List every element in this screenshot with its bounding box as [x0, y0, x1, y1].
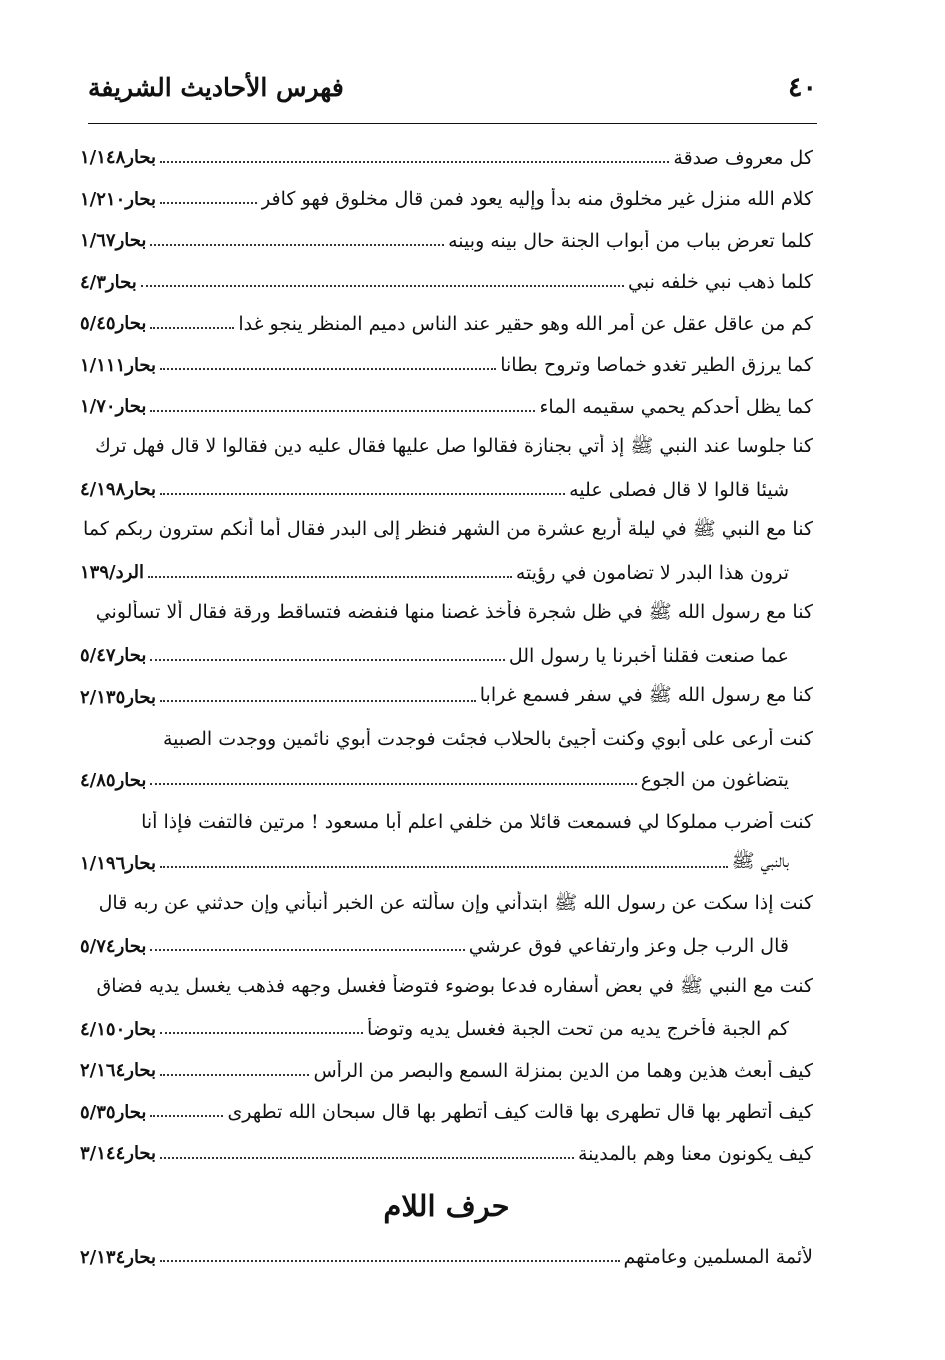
entry-line [80, 345, 813, 387]
hadith-text: عما صنعت فقلنا أخبرنا يا رسول الل [508, 644, 789, 667]
entry-line [80, 179, 813, 221]
index-entry [80, 718, 813, 801]
entry-line [80, 967, 813, 1009]
entry-line [80, 511, 813, 553]
entry-line [80, 469, 813, 511]
source-reference: بحار١/٧٠ [80, 396, 147, 418]
index-entry [80, 1050, 813, 1092]
entry-list-lam [80, 1237, 813, 1279]
dot-leader [160, 1260, 619, 1262]
dot-leader [150, 1115, 223, 1117]
entry-line [80, 635, 813, 677]
hadith-text: كما يظل أحدكم يحمي سقيمه الماء [539, 395, 813, 418]
hadith-text: كلما ذهب نبي خلفه نبي [628, 271, 813, 294]
entry-line [80, 884, 813, 926]
index-entry [80, 1092, 813, 1134]
dot-leader [160, 1074, 309, 1076]
dot-leader [150, 949, 464, 951]
dot-leader [150, 659, 504, 661]
dot-leader [160, 1157, 574, 1159]
entry-line [80, 843, 813, 885]
index-entry [80, 179, 813, 221]
hadith-text: كنت أرعى على أبوي وكنت أجيئ بالحلاب فجئت فوجدت أبوي نائمين ووجدت الصبية [162, 727, 813, 750]
entry-line [80, 718, 813, 760]
index-entry [80, 677, 813, 719]
hadith-text: كلما تعرض بباب من أبواب الجنة حال بينه وبينه [448, 229, 813, 252]
entry-line [80, 220, 813, 262]
index-entry [80, 801, 813, 884]
dot-leader [160, 866, 728, 868]
hadith-text: كيف أبعث هذين وهما من الدين بمنزلة السمع والبصر من الرأس [313, 1059, 813, 1082]
index-entry [80, 345, 813, 387]
entry-line [80, 386, 813, 428]
entry-line [80, 1237, 813, 1279]
source-reference: بحار١/١٤٨ [80, 147, 157, 169]
dot-leader [160, 368, 496, 370]
entry-line [80, 262, 813, 304]
dot-leader [160, 161, 669, 163]
hadith-text: ترون هذا البدر لا تضامون في رؤيته [515, 561, 789, 584]
page-number: ٤٠ [787, 71, 817, 103]
hadith-text: كما يرزق الطير تغدو خماصا وتروح بطانا [500, 354, 813, 377]
hadith-text: كنا مع رسول الله ﷺ في سفر فسمع غرابا [479, 684, 813, 707]
hadith-text: كيف أتطهر بها قال تطهرى بها قالت كيف أتطهر بها قال سبحان الله تطهرى [227, 1101, 813, 1124]
dot-leader [160, 493, 565, 495]
entry-line [80, 1092, 813, 1134]
source-reference: بحار٥/٣٥ [80, 1101, 147, 1123]
entry-line [80, 760, 813, 802]
hadith-text: شيئا قالوا لا قال فصلى عليه [569, 478, 789, 501]
entry-list-kaf [80, 137, 813, 1175]
dot-leader [148, 576, 512, 578]
hadith-text: كنت أضرب مملوكا لي فسمعت قائلا من خلفي اعلم أبا مسعود ! مرتين فالتفت فإذا أنا [141, 810, 813, 833]
header-divider [88, 123, 817, 124]
entry-line [80, 594, 813, 636]
hadith-text: كلام الله منزل غير مخلوق منه بدأ وإليه يعود فمن قال مخلوق فهو كافر [261, 188, 813, 211]
source-reference: بحار٤/٨٥ [80, 769, 147, 791]
source-reference: بحار٤/١٩٨ [80, 479, 157, 501]
entry-line [80, 303, 813, 345]
source-reference: بحار٣/١٤٤ [80, 1143, 157, 1165]
hadith-text: كم من عاقل عقل عن أمر الله وهو حقير عند الناس دميم المنظر ينجو غدا [238, 312, 813, 335]
index-entry [80, 594, 813, 677]
dot-leader [160, 700, 476, 702]
entry-line [80, 428, 813, 470]
index-entry [80, 303, 813, 345]
dot-leader [160, 1032, 363, 1034]
hadith-text: كنا مع النبي ﷺ في ليلة أربع عشرة من الشهر فنظر إلى البدر فقال أما أنكم سترون ربكم كما [83, 518, 813, 541]
hadith-text: كنا مع رسول الله ﷺ في ظل شجرة فأخذ غصنا منها فنفضه فتساقط ورقة فقال ألا تسألوني [95, 601, 813, 624]
section-heading: حرف اللام [383, 1188, 510, 1223]
page-header [88, 62, 817, 112]
source-reference: بحار٥/٧٤ [80, 935, 147, 957]
source-reference: بحار١/٢١٠ [80, 188, 157, 210]
index-entry [80, 1133, 813, 1175]
source-reference: بحار٤/٣ [80, 271, 137, 293]
dot-leader [150, 244, 444, 246]
dot-leader [150, 410, 535, 412]
hadith-text: كم الجبة فأخرج يديه من تحت الجبة فغسل يديه وتوضأ [366, 1018, 789, 1041]
index-entry [80, 262, 813, 304]
hadith-text: بالنبي ﷺ [731, 850, 789, 873]
source-reference: بحار٥/٤٧ [80, 645, 147, 667]
source-reference: بحار١/٦٧ [80, 230, 147, 252]
entry-line [80, 801, 813, 843]
source-reference: بحار٥/٤٥ [80, 313, 147, 335]
index-content [80, 137, 813, 1278]
index-entry [80, 1237, 813, 1279]
index-entry [80, 137, 813, 179]
entry-line [80, 1009, 813, 1051]
index-entry [80, 386, 813, 428]
dot-leader [160, 202, 257, 204]
index-entry [80, 428, 813, 511]
hadith-text: كنت مع النبي ﷺ في بعض أسفاره فدعا بوضوء فتوضأ فغسل وجهه فذهب يغسل يديه فضاق [96, 974, 813, 997]
index-entry [80, 884, 813, 967]
entry-line [80, 1050, 813, 1092]
dot-leader [150, 783, 636, 785]
source-reference: بحار١/١٩٦ [80, 852, 157, 874]
dot-leader [141, 285, 624, 287]
hadith-text: يتضاغون من الجوع [640, 769, 789, 792]
source-reference: بحار٢/١٦٤ [80, 1060, 157, 1082]
dot-leader [150, 327, 234, 329]
entry-line [80, 552, 813, 594]
source-reference: بحار٤/١٥٠ [80, 1018, 157, 1040]
index-entry [80, 967, 813, 1050]
hadith-text: قال الرب جل وعز وارتفاعي فوق عرشي [468, 935, 789, 958]
entry-line [80, 926, 813, 968]
hadith-text: كنا جلوسا عند النبي ﷺ إذ أتي بجنازة فقالوا صل عليها فقال عليه دين فقالوا لا قال فهل ترك [95, 435, 813, 458]
source-reference: بحار٢/١٣٤ [80, 1246, 157, 1268]
source-reference: بحار٢/١٣٥ [80, 686, 157, 708]
hadith-text: كل معروف صدقة [673, 146, 813, 169]
index-entry [80, 511, 813, 594]
hadith-text: كنت إذا سكت عن رسول الله ﷺ ابتدأني وإن سألته عن الخبر أنبأني وإن حدثني عن ربه قال [98, 891, 813, 914]
entry-line [80, 677, 813, 719]
source-reference: الرد/١٣٩ [80, 562, 145, 584]
index-entry [80, 220, 813, 262]
source-reference: بحار١/١١١ [80, 354, 157, 376]
running-title: فهرس الأحاديث الشريفة [88, 72, 344, 102]
entry-line [80, 1133, 813, 1175]
hadith-text: كيف يكونون معنا وهم بالمدينة [578, 1142, 813, 1165]
entry-line [80, 137, 813, 179]
hadith-text: لأئمة المسلمين وعامتهم [623, 1246, 813, 1269]
